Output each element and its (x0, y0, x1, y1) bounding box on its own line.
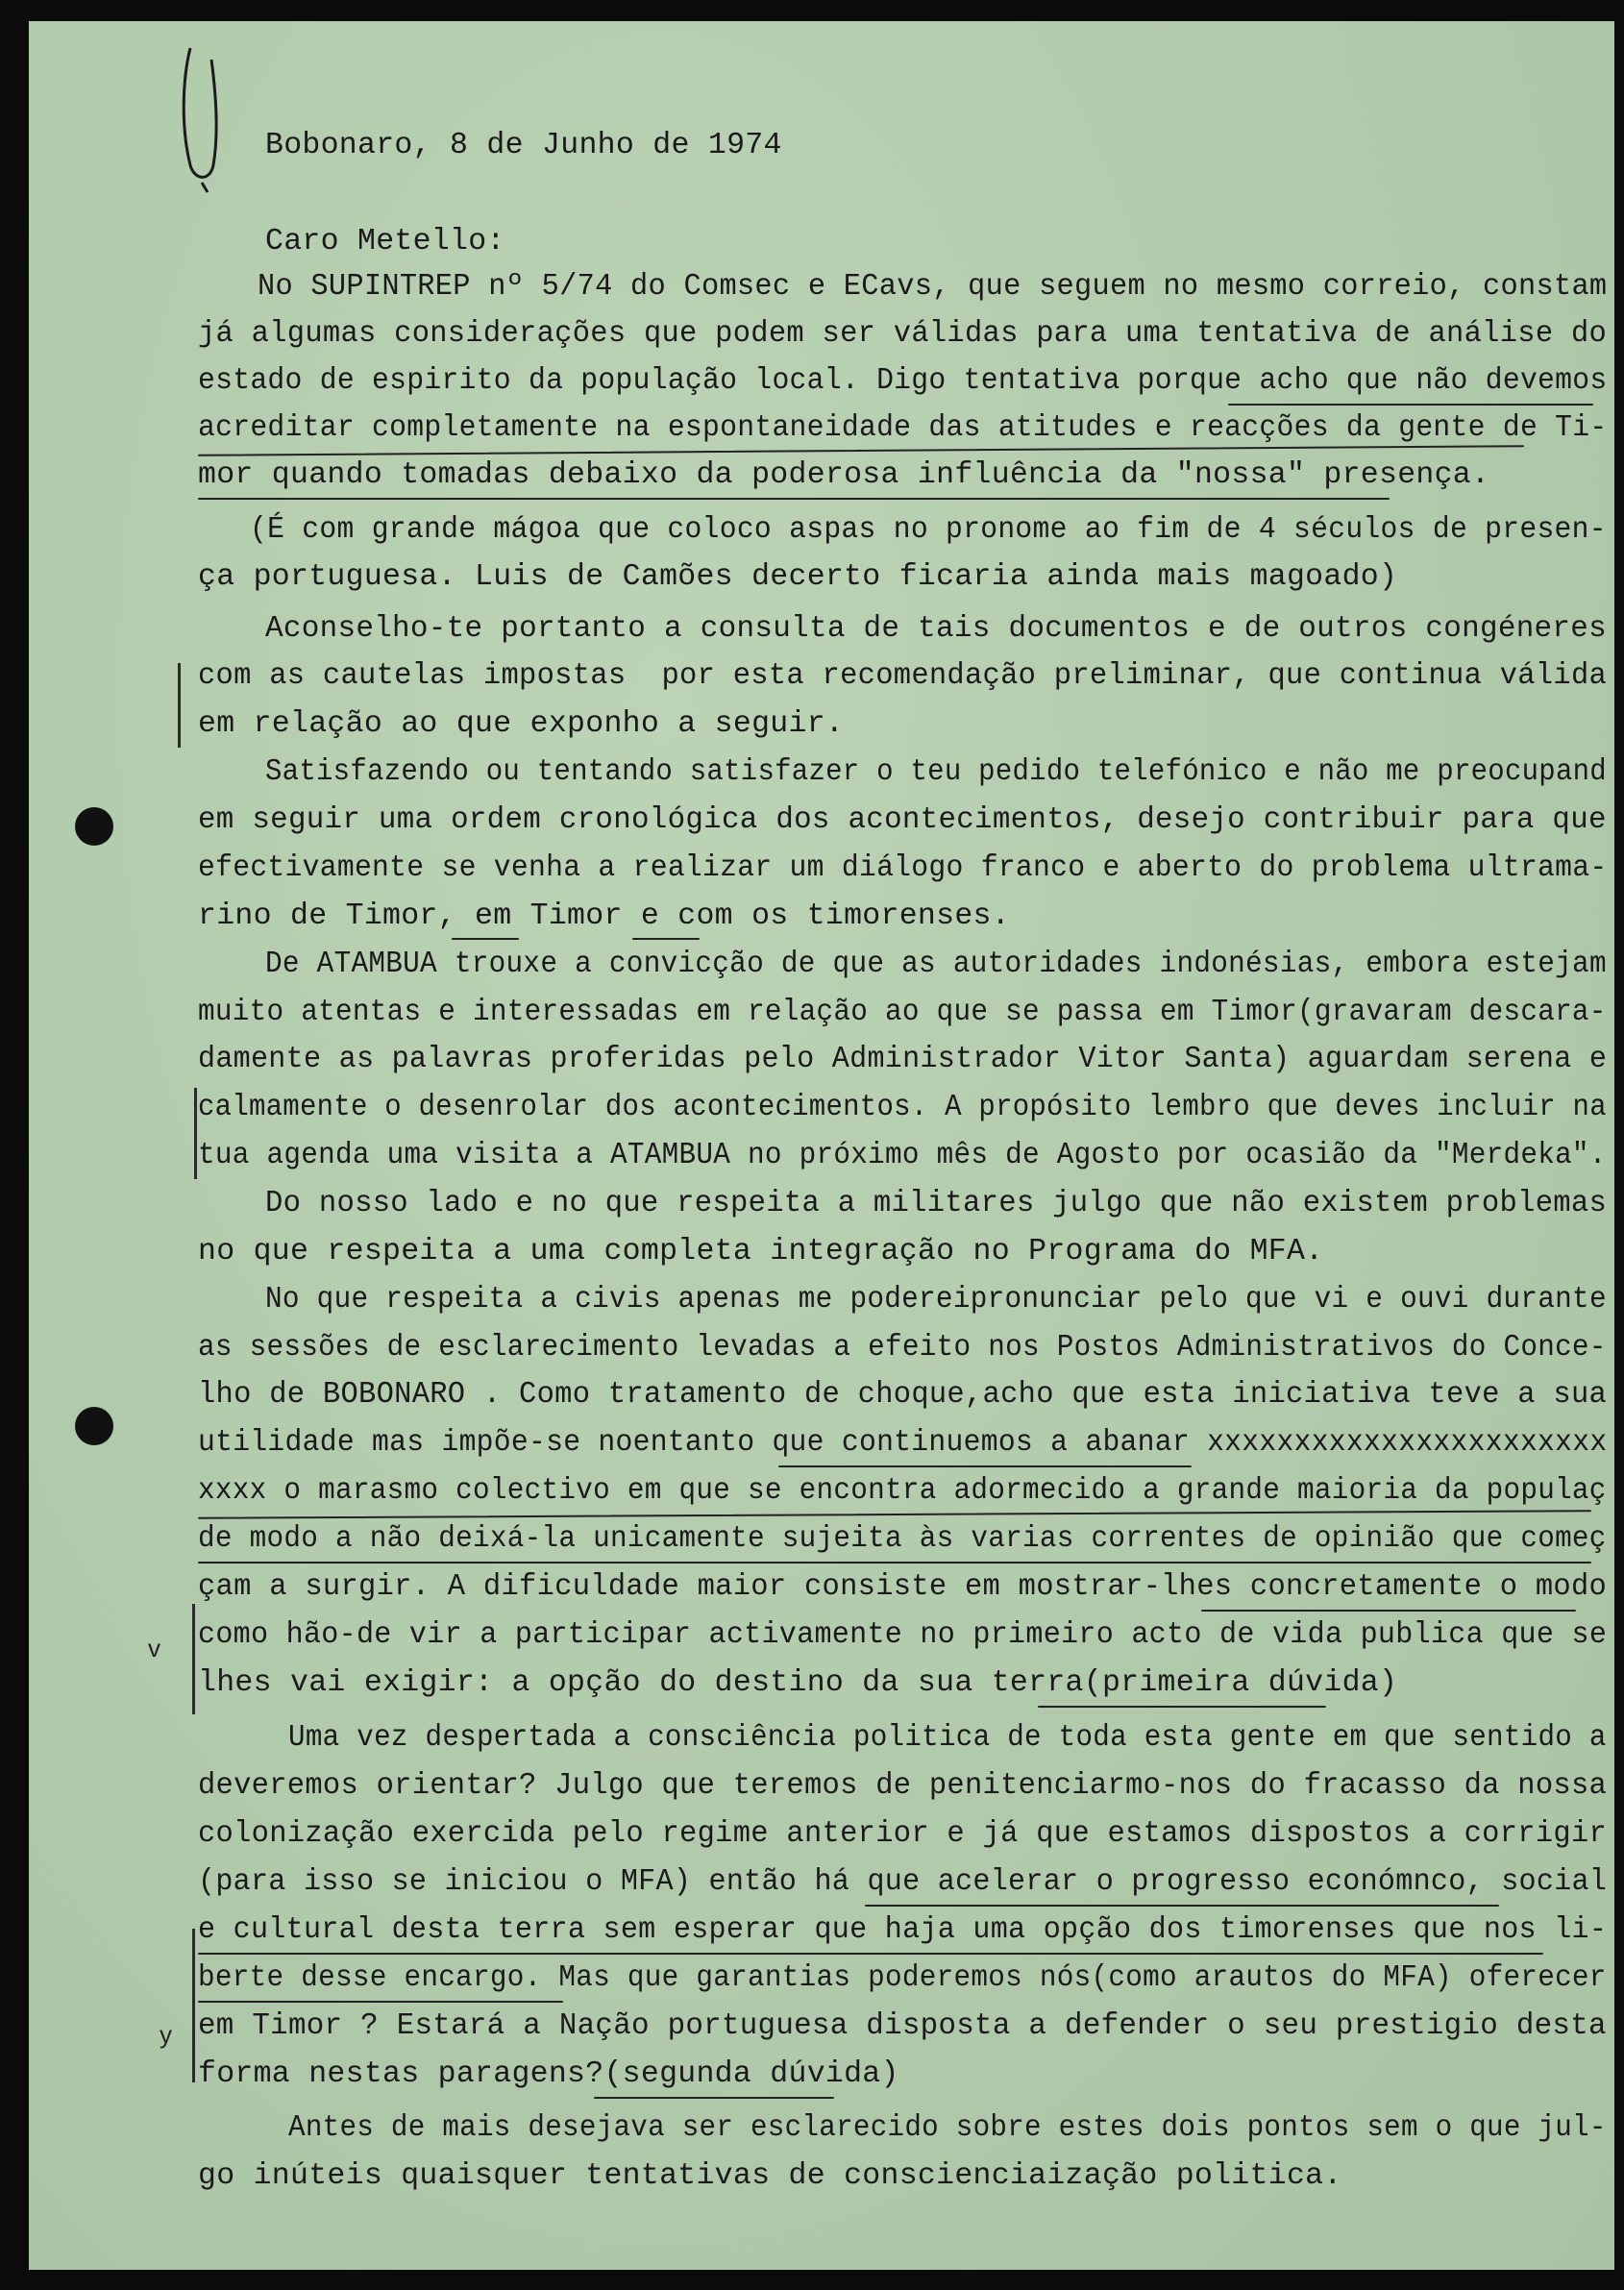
text-line: go inúteis quaisquer tentativas de conscienciaização politica. (198, 2159, 1342, 2193)
text-line: deveremos orientar? Julgo que teremos de penitenciarmo-nos do fracasso da nossa (198, 1769, 1608, 1803)
underline-mark (1228, 404, 1593, 406)
text-line: lhes vai exigir: a opção do destino da sua terra(primeira dúvida) (198, 1666, 1398, 1700)
margin-bracket (194, 1088, 197, 1179)
text-line: Do nosso lado e no que respeita a militares julgo que não existem problemas (265, 1187, 1608, 1220)
underline-mark (198, 1510, 1591, 1519)
text-line: utilidade mas impõe-se noentanto que continuemos a abanar xxxxxxxxxxxxxxxxxxxxxxx (198, 1426, 1608, 1460)
text-line: rino de Timor, em Timor e com os timorenses. (198, 899, 1010, 933)
text-line: já algumas considerações que podem ser válidas para uma tentativa de análise do (198, 317, 1608, 351)
text-line: em Timor ? Estará a Nação portuguesa disposta a defender o seu prestigio desta (198, 2009, 1607, 2043)
text-line: em seguir uma ordem cronológica dos acontecimentos, desejo contribuir para que (198, 803, 1607, 837)
margin-tick-mark: v (148, 1634, 160, 1662)
text-line: No SUPINTREP nº 5/74 do Comsec e ECavs, que seguem no mesmo correio, constam (258, 270, 1608, 304)
text-line: as sessões de esclarecimento levadas a efeito nos Postos Administrativos do Conce- (198, 1331, 1607, 1365)
underline-mark (1201, 1610, 1576, 1612)
underline-mark (198, 2001, 563, 2003)
text-line: Antes de mais desejava ser esclarecido sobre estes dois pontos sem o que jul- (288, 2111, 1607, 2145)
text-line: em relação ao que exponho a seguir. (198, 707, 845, 741)
margin-bracket (192, 1929, 195, 2082)
underline-mark (198, 498, 1390, 500)
underline-mark (865, 1905, 1499, 1907)
underline-mark (632, 938, 700, 940)
margin-tick-mark: y (160, 2020, 172, 2049)
paperclip-mark (173, 40, 231, 194)
text-line: e cultural desta terra sem esperar que haja uma opção dos timorenses que nos li- (198, 1913, 1608, 1947)
text-line: damente as palavras proferidas pelo Administrador Vitor Santa) aguardam serena e (198, 1043, 1608, 1076)
underline-mark (452, 938, 519, 940)
text-line: no que respeita a uma completa integração no Programa do MFA. (198, 1235, 1324, 1268)
margin-bracket (178, 663, 181, 748)
underline-mark (198, 1953, 1543, 1955)
text-line: (para isso se iniciou o MFA) então há que acelerar o progresso económnco, social (198, 1865, 1608, 1899)
text-line: muito atentas e interessadas em relação ao que se passa em Timor(gravaram descara- (198, 996, 1607, 1029)
text-line: como hão-de vir a participar activamente no primeiro acto de vida publica que se (198, 1618, 1608, 1652)
text-line: estado de espirito da população local. Digo tentativa porque acho que não devemos (198, 364, 1608, 398)
text-line: efectivamente se venha a realizar um diálogo franco e aberto do problema ultrama- (198, 851, 1608, 885)
text-line: tua agenda uma visita a ATAMBUA no próximo mês de Agosto por ocasião da "Merdeka". (198, 1139, 1607, 1172)
text-line: forma nestas paragens?(segunda dúvida) (198, 2057, 899, 2091)
underline-mark (1038, 1706, 1326, 1708)
dateline: Bobonaro, 8 de Junho de 1974 (265, 129, 782, 162)
text-line: acreditar completamente na espontaneidade das atitudes e reacções da gente de Ti- (198, 411, 1608, 445)
text-line: mor quando tomadas debaixo da poderosa influência da "nossa" presença. (198, 458, 1490, 492)
salutation: Caro Metello: (265, 225, 505, 259)
text-line: No que respeita a civis apenas me podereipronunciar pelo que vi e ouvi durante (265, 1283, 1607, 1317)
text-line: berte desse encargo. Mas que garantias poderemos nós(como arautos do MFA) oferecer (198, 1961, 1607, 1995)
punch-hole-bottom (75, 1407, 113, 1445)
text-line: Aconselho-te portanto a consulta de tais documentos e de outros congéneres (265, 612, 1608, 646)
text-line: Satisfazendo ou tentando satisfazer o teu pedido telefónico e não me preocupand (265, 755, 1607, 789)
text-line: De ATAMBUA trouxe a convicção de que as autoridades indonésias, embora estejam (265, 948, 1607, 981)
underline-mark (778, 1465, 1192, 1467)
underline-mark (198, 1562, 1591, 1564)
text-line: lho de BOBONARO . Como tratamento de choque,acho que esta iniciativa teve a sua (198, 1378, 1608, 1412)
text-line: çam a surgir. A dificuldade maior consiste em mostrar-lhes concretamente o modo (198, 1570, 1608, 1604)
text-line: xxxx o marasmo colectivo em que se encontra adormecido a grande maioria da populaç (198, 1474, 1607, 1508)
text-line: ça portuguesa. Luis de Camões decerto ficaria ainda mais magoado) (198, 560, 1398, 594)
text-line: colonização exercida pelo regime anterior e já que estamos dispostos a corrigir (198, 1817, 1608, 1851)
text-line: calmamente o desenrolar dos acontecimentos. A propósito lembro que deves incluir na (198, 1091, 1607, 1124)
text-line: Uma vez despertada a consciência politica de toda esta gente em que sentido a (288, 1721, 1607, 1755)
text-line: com as cautelas impostas por esta recomendação preliminar, que continua válida (198, 659, 1608, 693)
text-line: de modo a não deixá-la unicamente sujeita às varias correntes de opinião que começ (198, 1522, 1607, 1556)
letter-page (29, 21, 1614, 2270)
text-line: (É com grande mágoa que coloco aspas no pronome ao fim de 4 séculos de presen- (250, 513, 1607, 547)
margin-bracket (192, 1604, 195, 1714)
punch-hole-top (75, 807, 113, 846)
underline-mark (594, 2097, 834, 2099)
